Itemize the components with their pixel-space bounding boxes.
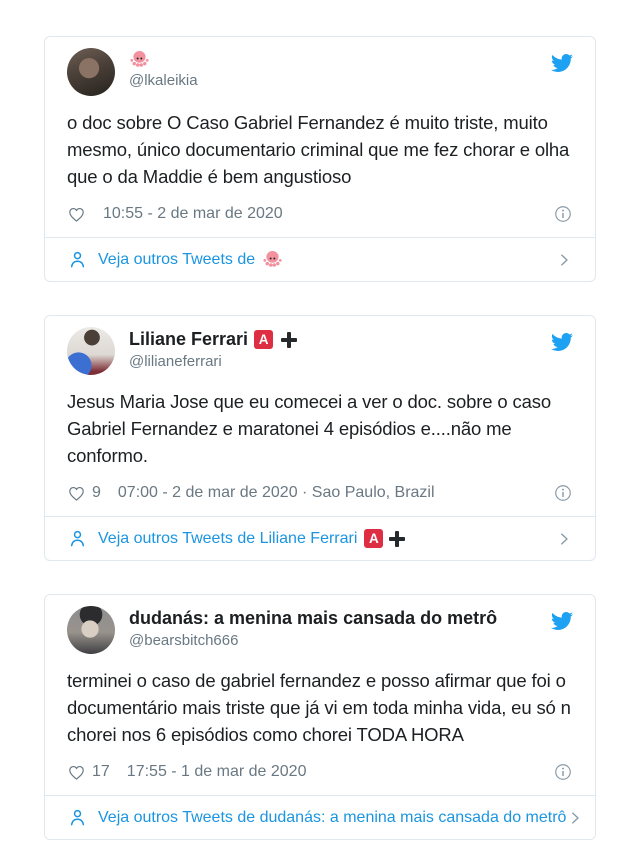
- author-handle[interactable]: @bearsbitch666: [129, 632, 239, 649]
- tweet-meta: [67, 204, 573, 237]
- twitter-logo-icon[interactable]: [551, 610, 573, 637]
- footer-link-label: Veja outros Tweets de Liliane Ferrari: [98, 529, 358, 547]
- tweet-header: [67, 606, 573, 654]
- tweet-card-2: [44, 315, 596, 561]
- info-icon[interactable]: [553, 204, 573, 224]
- author-handle[interactable]: @lilianeferrari: [129, 353, 222, 370]
- avatar[interactable]: [67, 327, 115, 375]
- author-name-label: Liliane Ferrari: [129, 329, 249, 349]
- author-block: [129, 606, 497, 649]
- tweet-header: [67, 48, 573, 96]
- chevron-right-icon: [555, 251, 573, 269]
- twitter-logo-icon[interactable]: [551, 331, 573, 358]
- twitter-logo-icon[interactable]: [551, 52, 573, 79]
- chevron-right-icon: [566, 809, 584, 827]
- chevron-right-icon: [555, 530, 573, 548]
- like-icon[interactable]: [67, 484, 86, 503]
- author-name[interactable]: [129, 607, 497, 630]
- view-more-tweets-link[interactable]: [45, 237, 595, 281]
- tweet-meta: [67, 483, 573, 516]
- a-button-emoji: A: [364, 529, 383, 548]
- like-count[interactable]: 17: [92, 763, 110, 780]
- timestamp[interactable]: 17:55 - 1 de mar de 2020: [126, 763, 307, 780]
- like-count[interactable]: 9: [92, 484, 101, 501]
- person-icon: [67, 807, 88, 828]
- view-more-tweets-link[interactable]: [45, 516, 595, 560]
- tweet-body: [45, 37, 595, 237]
- avatar[interactable]: [67, 48, 115, 96]
- octopus-emoji: [129, 49, 150, 70]
- author-block: [129, 327, 298, 370]
- author-name-label: dudanás: a menina mais cansada do metrô: [129, 608, 498, 628]
- footer-link-label: Veja outros Tweets de dudanás: a menina mais cansada do metrô: [98, 808, 567, 826]
- author-block: [129, 48, 198, 89]
- person-icon: [67, 249, 88, 270]
- tweet-header: [67, 327, 573, 375]
- timestamp[interactable]: 07:00 - 2 de mar de 2020 · Sao Paulo, Brazil: [117, 484, 435, 501]
- view-more-tweets-link[interactable]: [45, 795, 595, 839]
- tweet-card-3: [44, 594, 596, 840]
- tweet-body: [45, 595, 595, 795]
- author-name[interactable]: [129, 328, 298, 351]
- tweet-body: [45, 316, 595, 516]
- footer-link-label: Veja outros Tweets de: [98, 250, 256, 268]
- tweet-meta: [67, 762, 573, 795]
- tweet-card-1: [44, 36, 596, 282]
- heavy-plus-emoji: [279, 330, 298, 349]
- info-icon[interactable]: [553, 762, 573, 782]
- timestamp[interactable]: 10:55 - 2 de mar de 2020: [103, 205, 283, 222]
- info-icon[interactable]: [553, 483, 573, 503]
- a-button-emoji: A: [254, 330, 273, 349]
- tweet-text: Jesus Maria Jose que eu comecei a ver o doc. sobre o caso Gabriel Fernandez e maratonei 4 episódios e....não me conformo.: [67, 391, 552, 466]
- octopus-emoji: [262, 249, 283, 270]
- person-icon: [67, 528, 88, 549]
- like-icon[interactable]: [67, 205, 86, 224]
- author-name[interactable]: [129, 49, 198, 70]
- like-icon[interactable]: [67, 763, 86, 782]
- tweet-text: o doc sobre O Caso Gabriel Fernandez é muito triste, muito mesmo, único documentario criminal que me fez chorar e olha que o da Maddie é bem angustioso: [67, 112, 570, 187]
- tweet-text: terminei o caso de gabriel fernandez e posso afirmar que foi o documentário mais triste que já vi em toda minha vida, eu só n chorei nos 6 episódios como chorei TODA HORA: [67, 670, 571, 745]
- author-handle[interactable]: @lkaleikia: [129, 72, 198, 89]
- heavy-plus-emoji: [387, 529, 406, 548]
- avatar[interactable]: [67, 606, 115, 654]
